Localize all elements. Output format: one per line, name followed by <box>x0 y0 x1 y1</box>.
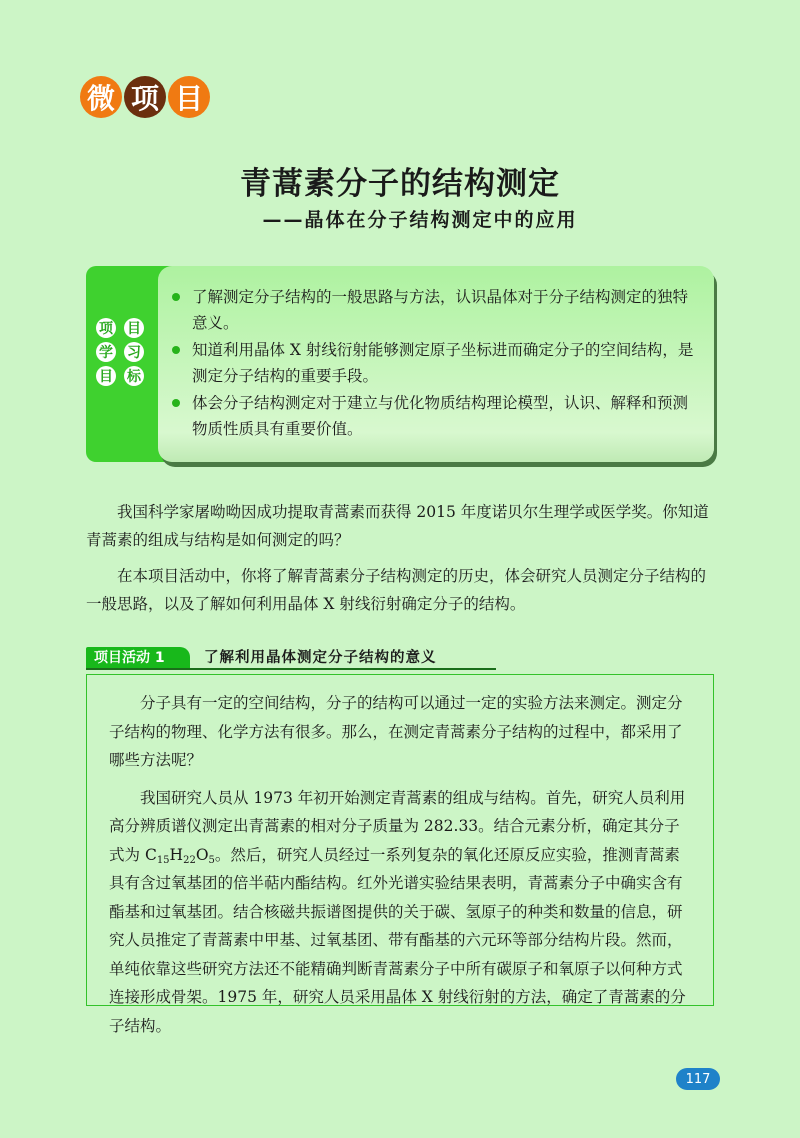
page-subtitle: ——晶体在分子结构测定中的应用 <box>262 209 578 231</box>
paragraph-text: 。然后，研究人员经过一系列复杂的氧化还原反应实验，推测青蒿素具有含过氧基团的倍半萜内酯结构。红外光谱实验结果表明，青蒿素分子中确实含有酯基和过氧基团。结合核磁共振谱图提供的关于碳、氢原子的种类和数量的信息，研究人员推定了青蒿素中甲基、过氧基团、带有酯基的六元环等部分结构片段。然而，单纯依靠这些研究方法还不能精确判断青蒿素分子中所有碳原子和氧原子以何种方式连接形成骨架。1975 年，研究人员采用晶体 X 射线衍射的方法，确定了青蒿素的分子结构。 <box>109 845 686 1035</box>
goals-label-char: 习 <box>124 342 144 362</box>
activity-title: 了解利用晶体测定分子结构的意义 <box>204 650 437 666</box>
goals-list <box>158 266 714 442</box>
goals-label-char: 目 <box>124 318 144 338</box>
section-badge <box>80 76 210 118</box>
goal-text: 体会分子结构测定对于建立与优化物质结构理论模型，认识、解释和预测物质性质具有重要价值。 <box>192 394 689 438</box>
formula-subscript: 5 <box>208 854 215 866</box>
formula-subscript: 15 <box>156 854 170 866</box>
page-number: 117 <box>676 1068 720 1090</box>
activity-tag: 项目活动 1 <box>86 647 190 669</box>
intro-section <box>86 498 714 626</box>
goal-item <box>172 337 698 389</box>
intro-paragraph: 我国科学家屠呦呦因成功提取青蒿素而获得 2015 年度诺贝尔生理学或医学奖。你知道青蒿素的组成与结构是如何测定的吗？ <box>86 503 709 549</box>
formula-subscript: 22 <box>183 854 196 866</box>
page-title: 青蒿素分子的结构测定 <box>240 166 560 202</box>
formula-element: O <box>195 845 209 864</box>
badge-char-mu: 目 <box>168 76 210 118</box>
formula-element: C <box>144 845 157 864</box>
goal-text: 了解测定分子结构的一般思路与方法，认识晶体对于分子结构测定的独特意义。 <box>192 288 689 332</box>
molecular-formula <box>145 846 215 864</box>
activity-divider <box>86 668 496 670</box>
goals-label <box>96 318 144 386</box>
bullet-icon <box>172 399 180 407</box>
activity-paragraph <box>109 784 691 1041</box>
activity-header <box>86 647 496 669</box>
intro-paragraph: 在本项目活动中，你将了解青蒿素分子结构测定的历史，体会研究人员测定分子结构的一般思路，以及了解如何利用晶体 X 射线衍射确定分子的结构。 <box>86 567 707 613</box>
activity-content <box>86 674 714 1035</box>
goal-text: 知道利用晶体 X 射线衍射能够测定原子坐标进而确定分子的空间结构，是测定分子结构的重要手段。 <box>192 341 694 385</box>
goals-box <box>158 266 714 462</box>
badge-char-xiang: 项 <box>124 76 166 118</box>
badge-char-wei: 微 <box>80 76 122 118</box>
bullet-icon <box>172 346 180 354</box>
activity-paragraph: 分子具有一定的空间结构，分子的结构可以通过一定的实验方法来测定。测定分子结构的物理、化学方法有很多。那么，在测定青蒿素分子结构的过程中，都采用了哪些方法呢？ <box>109 694 683 769</box>
goals-label-char: 目 <box>96 366 116 386</box>
goals-label-char: 学 <box>96 342 116 362</box>
paragraph-text: 我国研究人员从 1973 年初开始测定青蒿素的组成与结构。首先，研究人员利用高分辨质谱仪测定出青蒿素的相对分子质量为 282.33。结合元素分析，确定其分子式为 <box>109 788 686 864</box>
goal-item <box>172 284 698 336</box>
bullet-icon <box>172 293 180 301</box>
goals-label-char: 标 <box>124 366 144 386</box>
goal-item <box>172 390 698 442</box>
goals-label-char: 项 <box>96 318 116 338</box>
formula-element: H <box>169 845 184 864</box>
